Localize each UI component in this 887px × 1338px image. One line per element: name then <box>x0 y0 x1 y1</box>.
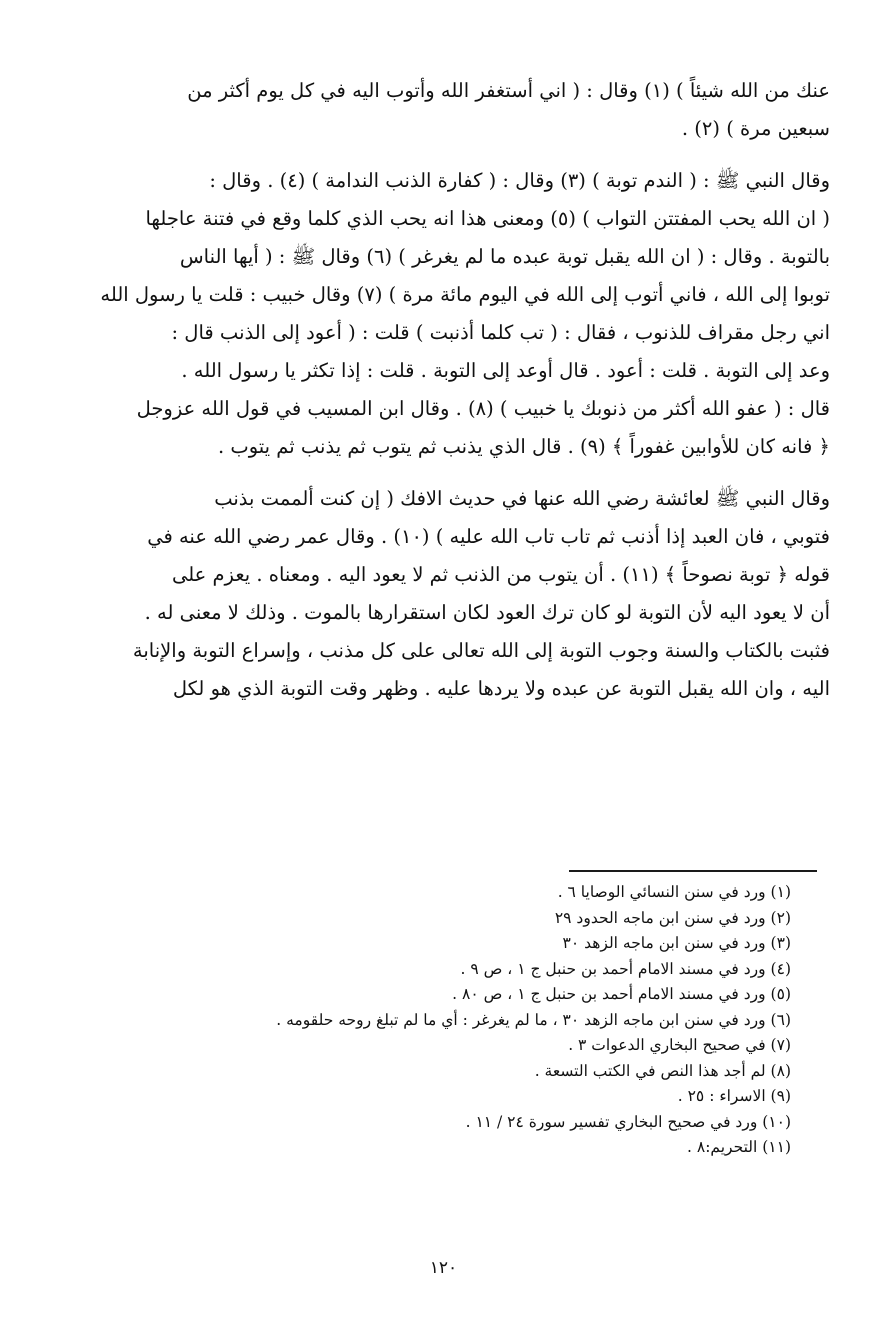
footnote: (٤) ورد في مسند الامام أحمد بن حنبل ج ١ ، ص ٩ . <box>460 959 791 978</box>
text-line: أن لا يعود اليه لأن التوبة لو كان ترك العود لكان استقرارها بالموت . وذلك لا معنى له . <box>144 601 830 624</box>
paragraph-1 <box>70 72 830 148</box>
text-line: وقال النبي ﷺ لعائشة رضي الله عنها في حديث الافك ( إن كنت ألممت بذنب <box>214 487 830 510</box>
footnotes-list <box>91 880 791 1161</box>
paragraph-3 <box>70 480 830 708</box>
footnote: (٣) ورد في سنن ابن ماجه الزهد ٣٠ <box>562 934 791 952</box>
text-line: فثبت بالكتاب والسنة وجوب التوبة إلى الله تعالى على كل مذنب ، وإسراع التوبة والإنابة <box>132 639 830 662</box>
text-line: ﴿ فانه كان للأوابين غفوراً ﴾ (٩) . قال الذي يذنب ثم يتوب ثم يذنب ثم يتوب . <box>217 435 830 458</box>
text-line: بالتوبة . وقال : ( ان الله يقبل توبة عبده ما لم يغرغر ) (٦) وقال ﷺ : ( أيها الناس <box>179 245 830 268</box>
text-line: وعد إلى التوبة . قلت : أعود . قال أوعد إلى التوبة . قلت : إذا تكثر يا رسول الله . <box>181 359 830 382</box>
text-line: وقال النبي ﷺ : ( الندم توبة ) (٣) وقال : ( كفارة الذنب الندامة ) (٤) . وقال : <box>209 169 830 192</box>
footnote: (١٠) ورد في صحيح البخاري تفسير سورة ٢٤ / ١١ . <box>465 1112 791 1131</box>
text-line: اليه ، وان الله يقبل التوبة عن عبده ولا يردها عليه . وظهر وقت التوبة الذي هو لكل <box>172 677 830 700</box>
text-line: فتوبي ، فان العبد إذا أذنب ثم تاب تاب الله عليه ) (١٠) . وقال عمر رضي الله عنه في <box>147 525 830 548</box>
footnote: (٩) الاسراء : ٢٥ . <box>677 1087 791 1105</box>
text-line: قال : ( عفو الله أكثر من ذنوبك يا خبيب ) (٨) . وقال ابن المسيب في قول الله عزوجل <box>136 397 830 420</box>
footnote-divider <box>569 870 817 872</box>
page-body <box>70 72 830 708</box>
text-line: عنك من الله شيئاً ) (١) وقال : ( اني أستغفر الله وأتوب اليه في كل يوم أكثر من <box>187 79 830 102</box>
text-line: توبوا إلى الله ، فاني أتوب إلى الله في اليوم مائة مرة ) (٧) وقال خبيب : قلت يا رسول الله <box>100 283 830 306</box>
footnote: (٢) ورد في سنن ابن ماجه الحدود ٢٩ <box>554 908 791 927</box>
footnote: (١) ورد في سنن النسائي الوصايا ٦ . <box>557 883 791 901</box>
text-line: قوله ﴿ توبة نصوحاً ﴾ (١١) . أن يتوب من الذنب ثم لا يعود اليه . ومعناه . يعزم على <box>171 563 830 586</box>
footnote: (١١) التحريم:٨ . <box>687 1138 791 1156</box>
text-line: ( ان الله يحب المفتتن التواب ) (٥) ومعنى هذا انه يحب الذي كلما وقع في فتنة عاجلها <box>145 207 830 230</box>
footnote: (٦) ورد في سنن ابن ماجه الزهد ٣٠ ، ما لم يغرغر : أي ما لم تبلغ روحه حلقومه . <box>276 1010 791 1029</box>
text-line: اني رجل مقراف للذنوب ، فقال : ( تب كلما أذنبت ) قلت : ( أعود إلى الذنب قال : <box>171 321 830 344</box>
page-number: ١٢٠ <box>429 1258 458 1278</box>
paragraph-2 <box>70 162 830 466</box>
footnote: (٧) في صحيح البخاري الدعوات ٣ . <box>568 1036 791 1054</box>
footnote: (٥) ورد في مسند الامام أحمد بن حنبل ج ١ ، ص ٨٠ . <box>452 985 791 1003</box>
text-line: سبعين مرة ) (٢) . <box>681 117 830 140</box>
footnote: (٨) لم أجد هذا النص في الكتب التسعة . <box>534 1061 791 1080</box>
